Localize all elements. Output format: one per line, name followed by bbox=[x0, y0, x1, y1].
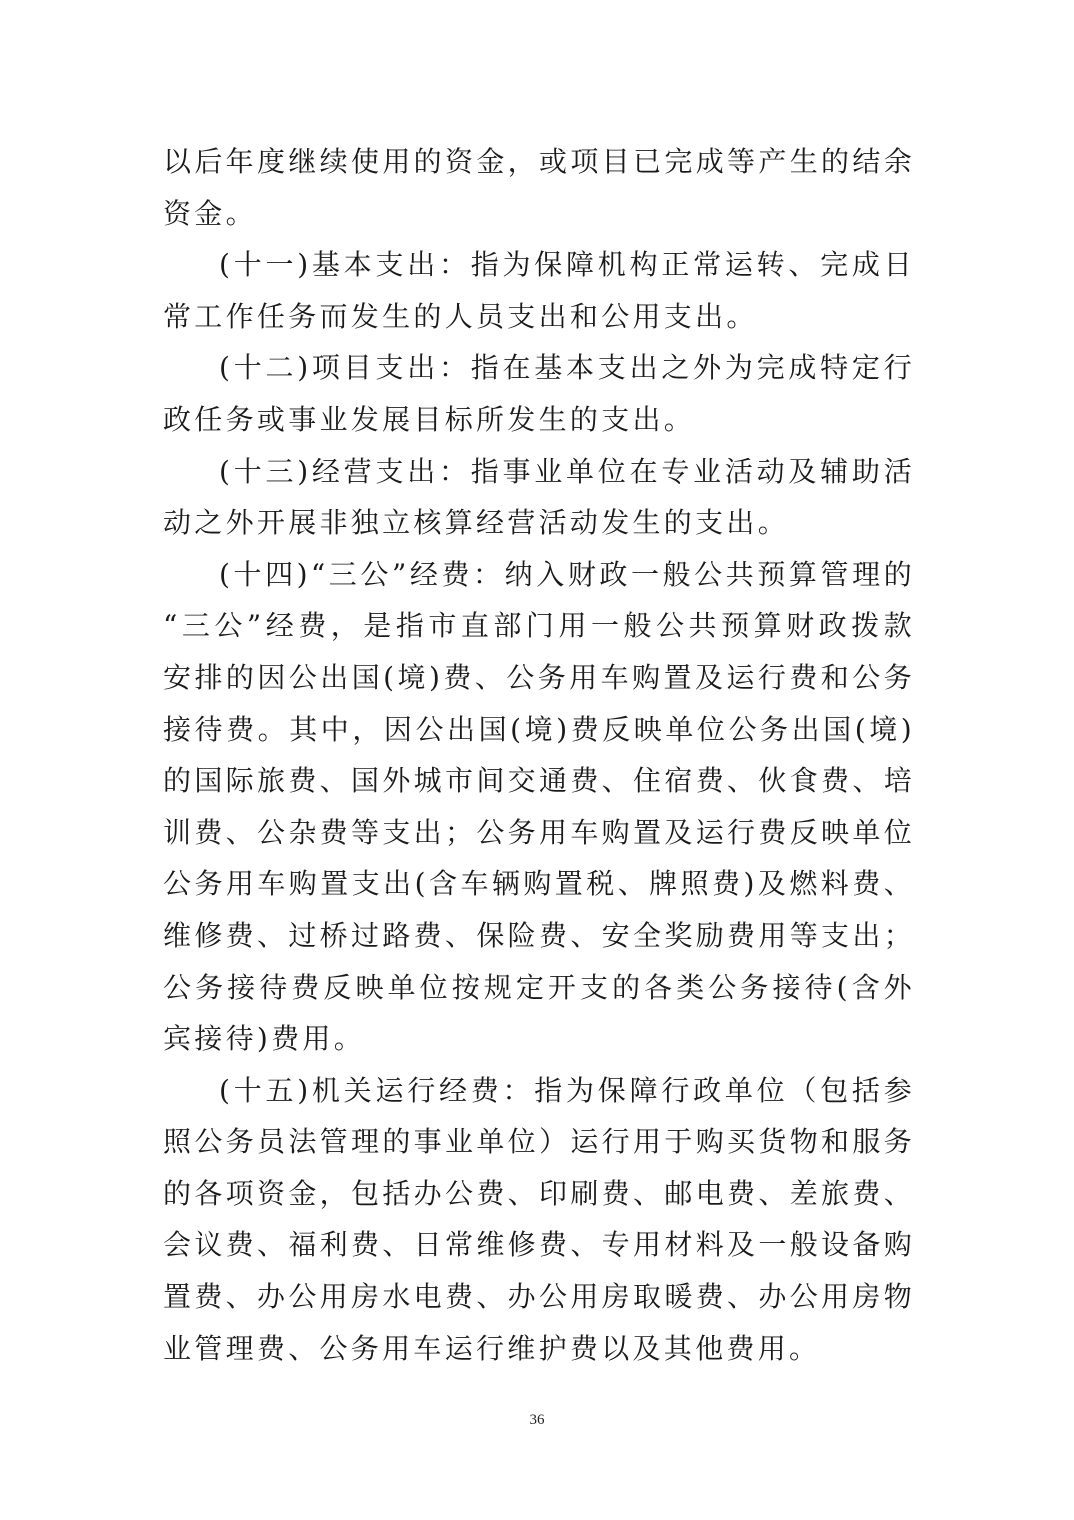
paragraph-three-public-expenses: (十四)“三公”经费：纳入财政一般公共预算管理的“三公”经费，是指市直部门用一般公共预算财政拨款安排的因公出国(境)费、公务用车购置及运行费和公务接待费。其中，因公出国(境)费反映单位公务出国(境)的国际旅费、国外城市间交通费、住宿费、伙食费、培训费、公杂费等支出；公务用车购置及运行费反映单位公务用车购置支出(含车辆购置税、牌照费)及燃料费、维修费、过桥过路费、保险费、安全奖励费用等支出；公务接待费反映单位按规定开支的各类公务接待(含外宾接待)费用。 bbox=[163, 557, 915, 1056]
page-number: 36 bbox=[529, 1412, 545, 1428]
paragraph-project-expenditure: (十二)项目支出：指在基本支出之外为完成特定行政任务或事业发展目标所发生的支出。 bbox=[163, 351, 915, 436]
paragraph-agency-operating-expenses: (十五)机关运行经费：指为保障行政单位（包括参照公务员法管理的事业单位）运行用于购买货物和服务的各项资金，包括办公费、印刷费、邮电费、差旅费、会议费、福利费、日常维修费、专用材料及一般设备购置费、办公用房水电费、办公用房取暖费、办公用房物业管理费、公务用车运行维护费以及其他费用。 bbox=[163, 1073, 915, 1365]
paragraph-continuation-fund-balance: 以后年度继续使用的资金，或项目已完成等产生的结余资金。 bbox=[163, 145, 915, 230]
document-body bbox=[163, 136, 915, 1374]
paragraph-operating-expenditure: (十三)经营支出：指事业单位在专业活动及辅助活动之外开展非独立核算经营活动发生的支出。 bbox=[163, 454, 915, 540]
paragraph-basic-expenditure: (十一)基本支出：指为保障机构正常运转、完成日常工作任务而发生的人员支出和公用支出。 bbox=[163, 248, 915, 333]
